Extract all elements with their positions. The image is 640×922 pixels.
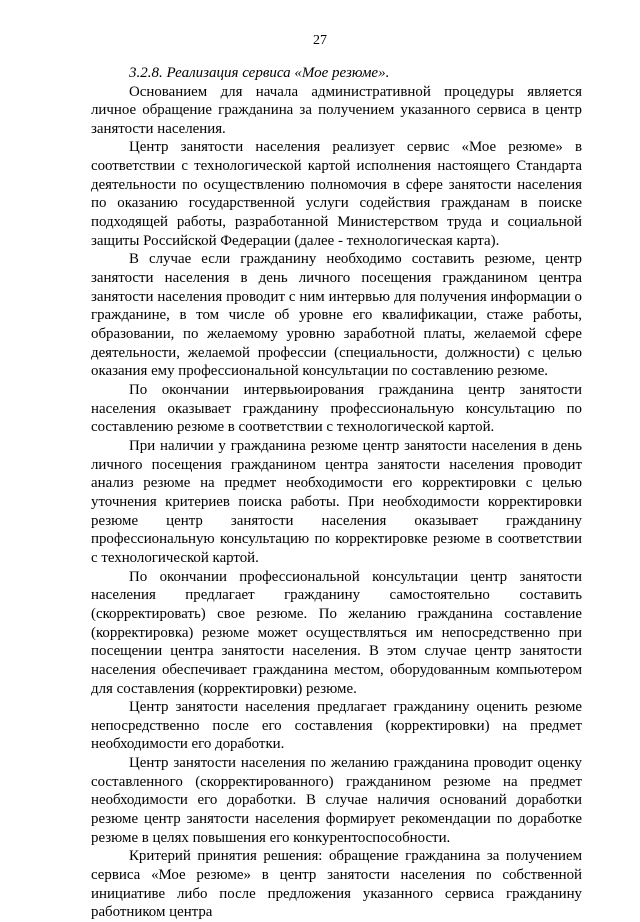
paragraph: Центр занятости населения предлагает гражданину оценить резюме непосредственно после его составления (корректировки) на предмет необходимости его доработки. (91, 699, 582, 753)
paragraph: Основанием для начала административной процедуры является личное обращение гражданина за получением указанного сервиса в центр занятости населения. (91, 83, 582, 137)
paragraph: В случае если гражданину необходимо составить резюме, центр занятости населения в день личного посещения гражданином центра занятости населения проводит с ним интервью для получения информации о гражданине, в том числе об уровне его квалификации, стаже работы, образовании, по желаемому уровню заработной платы, желаемой сфере деятельности, желаемой профессии (специальности, должности) с целью оказания ему профессиональной консультации по составлению резюме. (91, 251, 582, 380)
document-body (91, 64, 582, 922)
paragraph: По окончании интервьюирования гражданина центр занятости населения оказывает гражданину профессиональную консультацию по составлению резюме в соответствии с технологической картой. (91, 382, 582, 436)
section-title: 3.2.8. Реализация сервиса «Мое резюме». (129, 65, 390, 81)
paragraph: Центр занятости населения реализует сервис «Мое резюме» в соответствии с технологической картой исполнения настоящего Стандарта деятельности по осуществлению полномочия в сфере занятости населения по оказанию государственной услуги содействия гражданам в поиске подходящей работы, разработанной Министерством труда и социальной защиты Российской Федерации (далее - технологическая карта). (91, 139, 582, 249)
page-number: 27 (313, 33, 327, 48)
paragraph: По окончании профессиональной консультации центр занятости населения предлагает гражданину самостоятельно составить (скорректировать) свое резюме. По желанию гражданина составление (корректировка) резюме может осуществляться им непосредственно при посещении центра занятости населения. В этом случае центр занятости населения обеспечивает гражданина местом, оборудованным компьютером для составления (корректировки) резюме. (91, 568, 582, 697)
paragraph: Центр занятости населения по желанию гражданина проводит оценку составленного (скорректированного) гражданином резюме на предмет необходимости его доработки. В случае наличия оснований доработки резюме центр занятости населения формирует рекомендации по доработке резюме в целях повышения его конкурентоспособности. (91, 755, 582, 846)
paragraph: При наличии у гражданина резюме центр занятости населения в день личного посещения гражданином центра занятости населения проводит анализ резюме на предмет необходимости его корректировки с целью уточнения критериев поиска работы. При необходимости корректировки резюме центр занятости населения оказывает гражданину профессиональную консультацию по корректировке резюме в соответствии с технологической картой. (91, 437, 582, 566)
paragraph: Критерий принятия решения: обращение гражданина за получением сервиса «Мое резюме» в центр занятости населения по собственной инициативе либо после предложения указанного сервиса гражданину работником центра (91, 848, 582, 921)
